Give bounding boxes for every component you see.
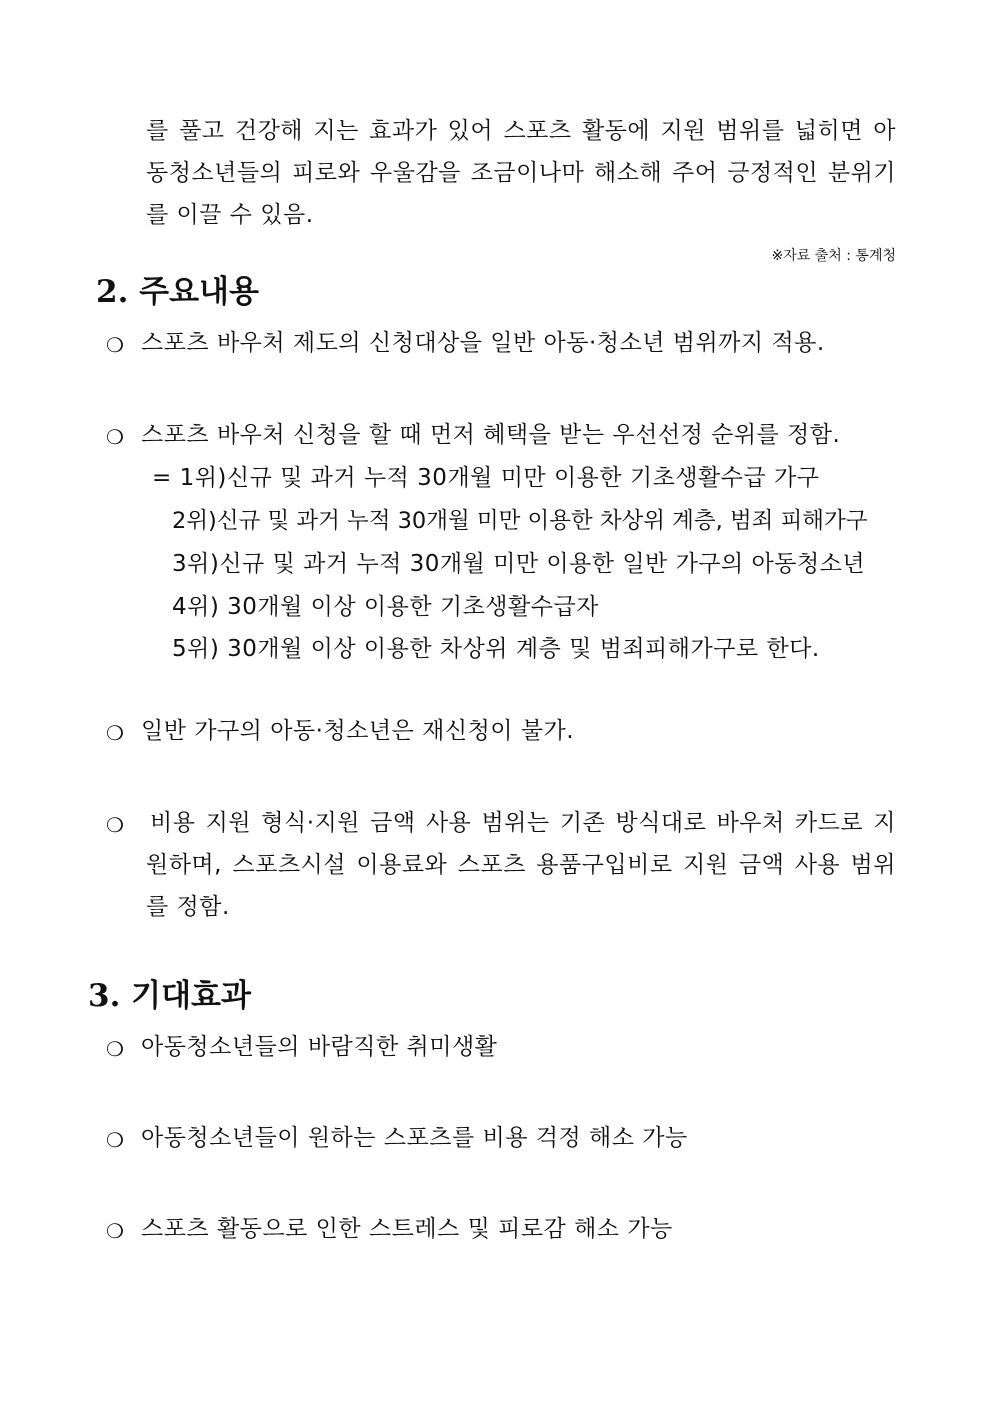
intro-line-3: 를 이끌 수 있음. xyxy=(146,202,314,228)
bullet-icon: ❍ xyxy=(106,721,124,745)
source-note: ※자료 출처 : 통계청 xyxy=(771,248,896,264)
bullet-icon: ❍ xyxy=(106,425,124,449)
priority-rank-5: 5위) 30개월 이상 이용한 차상위 계층 및 범죄피해가구로 한다. xyxy=(172,636,820,662)
intro-line-1: 를 풀고 건강해 지는 효과가 있어 스포츠 활동에 지원 범위를 넓히면 아 xyxy=(146,118,896,144)
section-3-item-1: 아동청소년들의 바람직한 취미생활 xyxy=(141,1034,498,1060)
section-2-item-3: 일반 가구의 아동·청소년은 재신청이 불가. xyxy=(141,718,575,744)
section-3-item-3: 스포츠 활동으로 인한 스트레스 및 피로감 해소 가능 xyxy=(141,1216,673,1242)
bullet-icon: ❍ xyxy=(106,1219,124,1243)
section-2-heading: 2. 주요내용 xyxy=(96,274,259,310)
priority-rank-3: 3위)신규 및 과거 누적 30개월 미만 이용한 일반 가구의 아동청소년 xyxy=(172,551,866,577)
section-2-item-1: 스포츠 바우처 제도의 신청대상을 일반 아동·청소년 범위까지 적용. xyxy=(141,330,825,356)
section-2-item-4-line-1: 비용 지원 형식·지원 금액 사용 범위는 기존 방식대로 바우처 카드로 지 xyxy=(150,810,896,836)
section-3-item-2: 아동청소년들이 원하는 스포츠를 비용 걱정 해소 가능 xyxy=(141,1125,688,1151)
section-2-item-2: 스포츠 바우처 신청을 할 때 먼저 혜택을 받는 우선선정 순위를 정함. xyxy=(141,422,841,448)
section-2-item-4-line-3: 를 정함. xyxy=(146,894,230,920)
priority-rank-1: = 1위)신규 및 과거 누적 30개월 미만 이용한 기초생활수급 가구 xyxy=(152,465,820,491)
bullet-icon: ❍ xyxy=(106,333,124,357)
intro-line-2: 동청소년들의 피로와 우울감을 조금이나마 해소해 주어 긍정적인 분위기 xyxy=(146,160,896,186)
priority-rank-2: 2위)신규 및 과거 누적 30개월 미만 이용한 차상위 계층, 범죄 피해가구 xyxy=(172,508,868,534)
bullet-icon: ❍ xyxy=(106,1037,124,1061)
section-2-item-4-line-2: 원하며, 스포츠시설 이용료와 스포츠 용품구입비로 지원 금액 사용 범위 xyxy=(146,852,896,878)
bullet-icon: ❍ xyxy=(106,1128,124,1152)
priority-rank-4: 4위) 30개월 이상 이용한 기초생활수급자 xyxy=(172,594,599,620)
section-3-heading: 3. 기대효과 xyxy=(88,978,251,1014)
bullet-icon: ❍ xyxy=(106,813,124,837)
